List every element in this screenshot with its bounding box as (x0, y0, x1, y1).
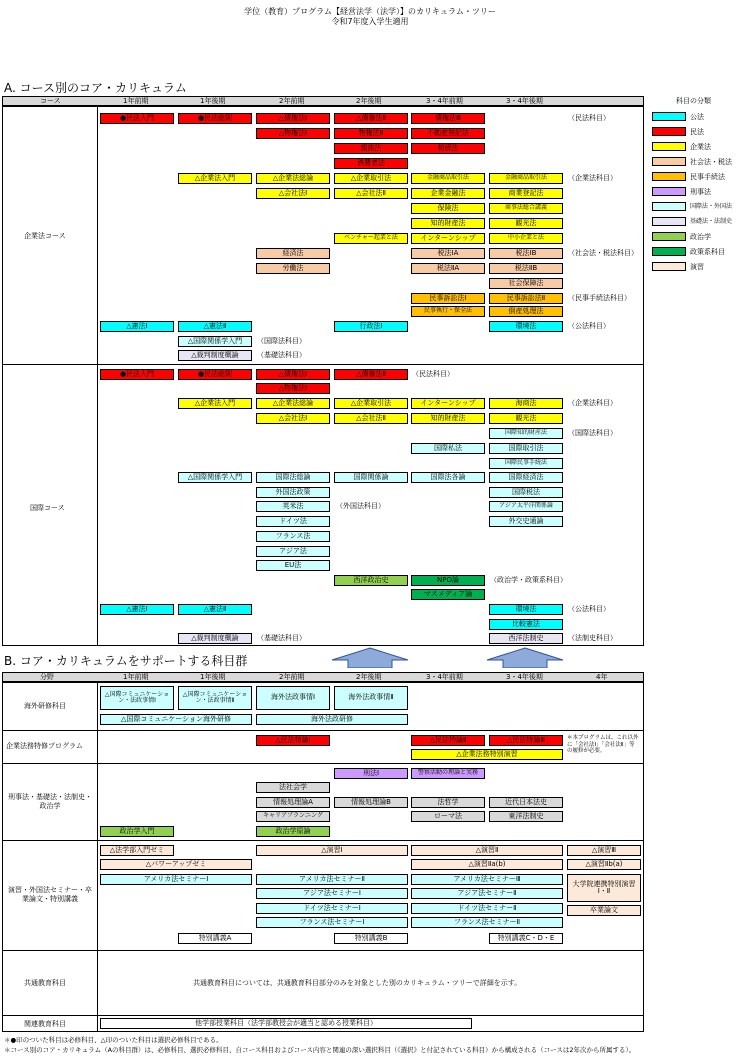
field-label: 関連教育科目 (24, 1020, 66, 1028)
header-2a: 2年前期 (279, 97, 305, 105)
legend-label: 政治学 (690, 233, 711, 241)
course-box: アジア太平洋関係論 (489, 501, 563, 512)
legend-swatch (652, 202, 686, 211)
course-box: 保険法 (411, 203, 485, 214)
course-box: △企業取引法 (334, 398, 408, 409)
course-box: 法社会学 (256, 782, 330, 793)
course-box: 観光法 (489, 218, 563, 229)
legend-label: 国際法・外国法 (690, 203, 733, 210)
course-box: △企業法入門 (178, 173, 252, 184)
course-box: 国際取引法 (489, 443, 563, 454)
course-box: 国際関係論 (334, 472, 408, 483)
legend-swatch (652, 172, 686, 181)
header-4: 4年 (596, 673, 608, 681)
course-box: 特別講義B (334, 933, 408, 944)
course-box: △国際関係学入門 (178, 472, 252, 483)
course-box: △法学部入門ゼミ (100, 845, 174, 856)
course-box: 国際民事手続法 (489, 458, 563, 469)
legend-swatch (652, 157, 686, 166)
course-box: △会社法Ⅰ (256, 413, 330, 424)
course-box: △国際関係学入門 (178, 336, 252, 347)
category-note: （民事手続法科目） (568, 294, 631, 302)
course-box: 国際税法 (489, 487, 563, 498)
course-box: △演習Ⅱb(a) (567, 859, 641, 870)
up-arrow-icon (485, 646, 565, 668)
header-34b: 3・4年後期 (506, 673, 543, 681)
course-box: △国際コミュニケーション・法政事情Ⅱ (178, 686, 252, 710)
course-box: 国際知的財産法 (489, 428, 563, 439)
course-box: 海外法政事情Ⅰ (256, 686, 330, 710)
field-label: 海外研修科目 (24, 702, 66, 710)
course-box: 国際法総論 (256, 472, 330, 483)
course-box: 英米法 (256, 501, 330, 512)
course-box: 近代日本法史 (489, 797, 563, 808)
course-box: △企業法総論 (256, 173, 330, 184)
course-box: 債権法Ⅲ (411, 113, 485, 124)
course-box: 中小企業と法 (489, 233, 563, 244)
course-box: 政治学原論 (256, 826, 330, 837)
category-note: （法制史科目） (568, 634, 617, 642)
course-box: 情報処理論B (334, 797, 408, 808)
course-box: △会社法Ⅱ (334, 413, 408, 424)
course-box: 親族法 (334, 143, 408, 154)
legend-label: 民事手続法 (690, 173, 725, 181)
course-box: △物権法Ⅰ (256, 128, 330, 139)
course-box: アジア法セミナーⅠ (256, 888, 408, 899)
course-box: △裁判制度概論 (178, 633, 252, 644)
legend-swatch (652, 127, 686, 136)
course-box: アジア法 (256, 546, 330, 557)
header-34b: 3・4年後期 (506, 97, 543, 105)
course-box: △憲法Ⅰ (100, 604, 174, 615)
course-box: ドイツ法セミナーⅠ (256, 903, 408, 914)
field-label: 演習・外国法セミナー・卒業論文・特別講義 (8, 886, 92, 904)
course-box: 外国法政策 (256, 487, 330, 498)
legend-swatch (652, 262, 686, 271)
course-box: ●民法入門 (100, 113, 174, 124)
footnote: ＊●印のついた科目は必修科目、△印のついた科目は選択必修科目である。 (4, 1036, 223, 1044)
course-box: 知的財産法 (411, 218, 485, 229)
course-box: 税法ⅠA (411, 248, 485, 259)
category-note: （政治学・政策系科目） (490, 576, 567, 584)
course-box: △企業法総論 (256, 398, 330, 409)
course-box: ローマ法 (411, 811, 485, 822)
legend-label: 演習 (690, 263, 704, 271)
course-box: 税法ⅡB (489, 263, 563, 274)
course-box: 経済法 (256, 248, 330, 259)
course-box: 労働法 (256, 263, 330, 274)
course-box: 社会保障法 (489, 278, 563, 289)
up-arrow-icon (330, 646, 410, 668)
course-box: 行政法Ⅰ (334, 321, 408, 332)
category-note: （基礎法科目） (257, 634, 306, 642)
course-box: 西洋政治史 (334, 575, 408, 586)
course-box: 不動産登記法 (411, 128, 485, 139)
category-note: （企業法科目） (568, 399, 617, 407)
course-box: 国際私法 (411, 443, 485, 454)
header-1b: 1年後期 (200, 97, 226, 105)
course-box: △債権法Ⅰ (256, 369, 330, 380)
course-box: 国際経済法 (489, 472, 563, 483)
course-box: 商事法総合講義 (489, 203, 563, 214)
course-box: △民法特論Ⅱ (411, 735, 485, 746)
legend-label: 社会法・税法 (690, 158, 732, 166)
course-box: △企業法務特別演習 (411, 749, 563, 760)
course-box: 環境法 (489, 321, 563, 332)
course-box: ドイツ法セミナーⅡ (411, 903, 563, 914)
course-box: △民法特論Ⅲ (489, 735, 563, 746)
course-box: マスメディア論 (411, 589, 485, 600)
section-a-heading: A. コース別のコア・カリキュラム (4, 81, 187, 95)
legend-label: 政策系科目 (690, 248, 725, 256)
course-box: アメリカ法セミナーⅢ (411, 874, 563, 885)
header-field: 分野 (40, 673, 54, 681)
course-box: 卒業論文 (567, 905, 641, 916)
course-box: 環境法 (489, 604, 563, 615)
legend-label: 基礎法・法制史 (690, 218, 733, 225)
course-box: 税法ⅡA (411, 263, 485, 274)
legend-swatch (652, 187, 686, 196)
section-a-header-row (2, 96, 644, 106)
course-box: △民法特論Ⅰ (256, 735, 330, 746)
legend-swatch (652, 232, 686, 241)
course-box: △会社法Ⅱ (334, 188, 408, 199)
legend-label: 企業法 (690, 143, 711, 151)
course-box: 警察活動の理論と実務 (411, 768, 485, 779)
legend-swatch (652, 142, 686, 151)
legend-title: 科目の分類 (676, 97, 711, 105)
course-box: 東洋法制史 (489, 811, 563, 822)
course-box: △物権法Ⅰ (256, 383, 330, 394)
category-note: （基礎法科目） (257, 351, 306, 359)
course-box: 国際法各論 (411, 472, 485, 483)
header-34a: 3・4年前期 (426, 673, 463, 681)
course-box: △債権法Ⅱ (334, 369, 408, 380)
course-box: アメリカ法セミナーⅡ (256, 874, 408, 885)
course-box: △国際コミュニケーション海外研修 (100, 714, 252, 725)
header-2b: 2年後期 (356, 97, 382, 105)
course-box: 相続法 (411, 143, 485, 154)
course-box: 海外法政研修 (256, 714, 408, 725)
legend-label: 刑事法 (690, 188, 711, 196)
course-box: 外交史通論 (489, 516, 563, 527)
course-box: 消費者法 (334, 158, 408, 169)
category-note: （社会法・税法科目） (568, 249, 638, 257)
course-box: 特別講義C・D・E (489, 933, 563, 944)
header-2a: 2年前期 (279, 673, 305, 681)
section-b-header-row (2, 672, 644, 682)
course-box: ドイツ法 (256, 516, 330, 527)
course-box: △パワーアップゼミ (100, 859, 252, 870)
course-box: 特別講義A (178, 933, 252, 944)
category-note: （民法科目） (568, 114, 610, 122)
course-box: アジア法セミナーⅡ (411, 888, 563, 899)
legend-swatch (652, 112, 686, 121)
course-box: 刑法Ⅰ (334, 768, 408, 779)
course-box: 金融商品取引法 (489, 173, 563, 184)
course-box: △憲法Ⅱ (178, 321, 252, 332)
course-box: △債権法Ⅰ (256, 113, 330, 124)
category-note: （企業法科目） (568, 174, 617, 182)
course-box: △裁判制度概論 (178, 350, 252, 361)
course-box: 民事訴訟法Ⅰ (411, 293, 485, 304)
footnote: ＊コース別のコア・カリキュラム（Aの科目群）は、必修科目、選択必修科目、自コース科目およびコース内容と関連の深い選択科目（《選択》と付記されている科目）から構成される（コースは2年次から所属する）。 (4, 1046, 636, 1054)
header-1a: 1年前期 (123, 673, 149, 681)
course-box: 政治学入門 (100, 826, 174, 837)
category-note: （国際法科目） (568, 429, 617, 437)
category-note: （国際法科目） (257, 337, 306, 345)
course-box: △債権法Ⅱ (334, 113, 408, 124)
course-box: △憲法Ⅱ (178, 604, 252, 615)
course-box: フランス法 (256, 531, 330, 542)
course-box: アメリカ法セミナーⅠ (100, 874, 252, 885)
legend-label: 民法 (690, 128, 704, 136)
course-box: △企業法入門 (178, 398, 252, 409)
course-box: 比較憲法 (489, 619, 563, 630)
course-box: 知的財産法 (411, 413, 485, 424)
course-box: EU法 (256, 560, 330, 571)
category-note: （外国法科目） (336, 502, 385, 510)
legend-swatch (652, 217, 686, 226)
course-box: 情報処理論A (256, 797, 330, 808)
field-label: 企業法務特修プログラム (6, 742, 83, 750)
course-box: 大学院連携特別演習Ⅰ・Ⅱ (567, 874, 641, 902)
course-box: 物権法Ⅱ (334, 128, 408, 139)
course-box: 海外法政事情Ⅱ (334, 686, 408, 710)
program-note: ＊本プログラムは、これ以外に「会社法Ⅰ」「会社法Ⅱ」等の履修が必要。 (567, 735, 639, 755)
course-box: 税法ⅠB (489, 248, 563, 259)
course-box: 他学部授業科目（法学部教授会が適当と認める授業科目） (100, 1018, 472, 1029)
course-box: 企業金融法 (411, 188, 485, 199)
header-1b: 1年後期 (200, 673, 226, 681)
course-corp-label: 企業法コース (24, 232, 66, 240)
course-box: 民事訴訟法Ⅱ (489, 293, 563, 304)
course-box: 民事執行・保全法 (411, 306, 485, 317)
field-label: 刑事法・基礎法・法制史・政治学 (8, 793, 92, 811)
course-box: △会社法Ⅰ (256, 188, 330, 199)
course-box: フランス法セミナーⅡ (411, 917, 563, 928)
course-box: インターンシップ (411, 233, 485, 244)
course-box: 法哲学 (411, 797, 485, 808)
legend-label: 公法 (690, 113, 704, 121)
course-box: 海商法 (489, 398, 563, 409)
course-box: △演習Ⅰ (256, 845, 408, 856)
course-box: ●民法総則 (178, 369, 252, 380)
header-34a: 3・4年前期 (426, 97, 463, 105)
course-box: 商業登記法 (489, 188, 563, 199)
category-note: （公法科目） (568, 322, 610, 330)
category-note: （公法科目） (568, 605, 610, 613)
course-box: △演習Ⅱ (411, 845, 563, 856)
course-box: △国際コミュニケーション・法政事情Ⅰ (100, 686, 174, 710)
course-box: ●民法入門 (100, 369, 174, 380)
course-intl-label: 国際コース (30, 504, 65, 512)
page-subtitle: 令和7年度入学生適用 (331, 17, 409, 26)
course-box: △憲法Ⅰ (100, 321, 174, 332)
course-box: ●民法総則 (178, 113, 252, 124)
course-box: △企業取引法 (334, 173, 408, 184)
course-box: 西洋法制史 (489, 633, 563, 644)
header-1a: 1年前期 (123, 97, 149, 105)
course-box: 金融商品取引法 (411, 173, 485, 184)
course-box: NPO論 (411, 575, 485, 586)
course-box: ベンチャー起業と法 (334, 233, 408, 244)
legend-swatch (652, 247, 686, 256)
header-course: コース (40, 97, 61, 105)
course-box: フランス法セミナーⅠ (256, 917, 408, 928)
course-box: 倒産処理法 (489, 306, 563, 317)
section-b-heading: B. コア・カリキュラムをサポートする科目群 (4, 654, 248, 668)
course-box: △演習Ⅱa(b) (411, 859, 563, 870)
header-2b: 2年後期 (356, 673, 382, 681)
course-box: キャリアプランニング (256, 811, 330, 822)
common-edu-text: 共通教育科目については、共通教育科目部分のみを対象とした別のカリキュラム・ツリーで詳細を示す。 (193, 979, 522, 987)
field-label: 共通教育科目 (24, 979, 66, 987)
course-box: 観光法 (489, 413, 563, 424)
course-box: インターンシップ (411, 398, 485, 409)
page-title: 学位（教育）プログラム【経営法学（法学）】のカリキュラム・ツリー (244, 7, 496, 16)
category-note: （民法科目） (412, 370, 454, 378)
course-box: △演習Ⅲ (567, 845, 641, 856)
